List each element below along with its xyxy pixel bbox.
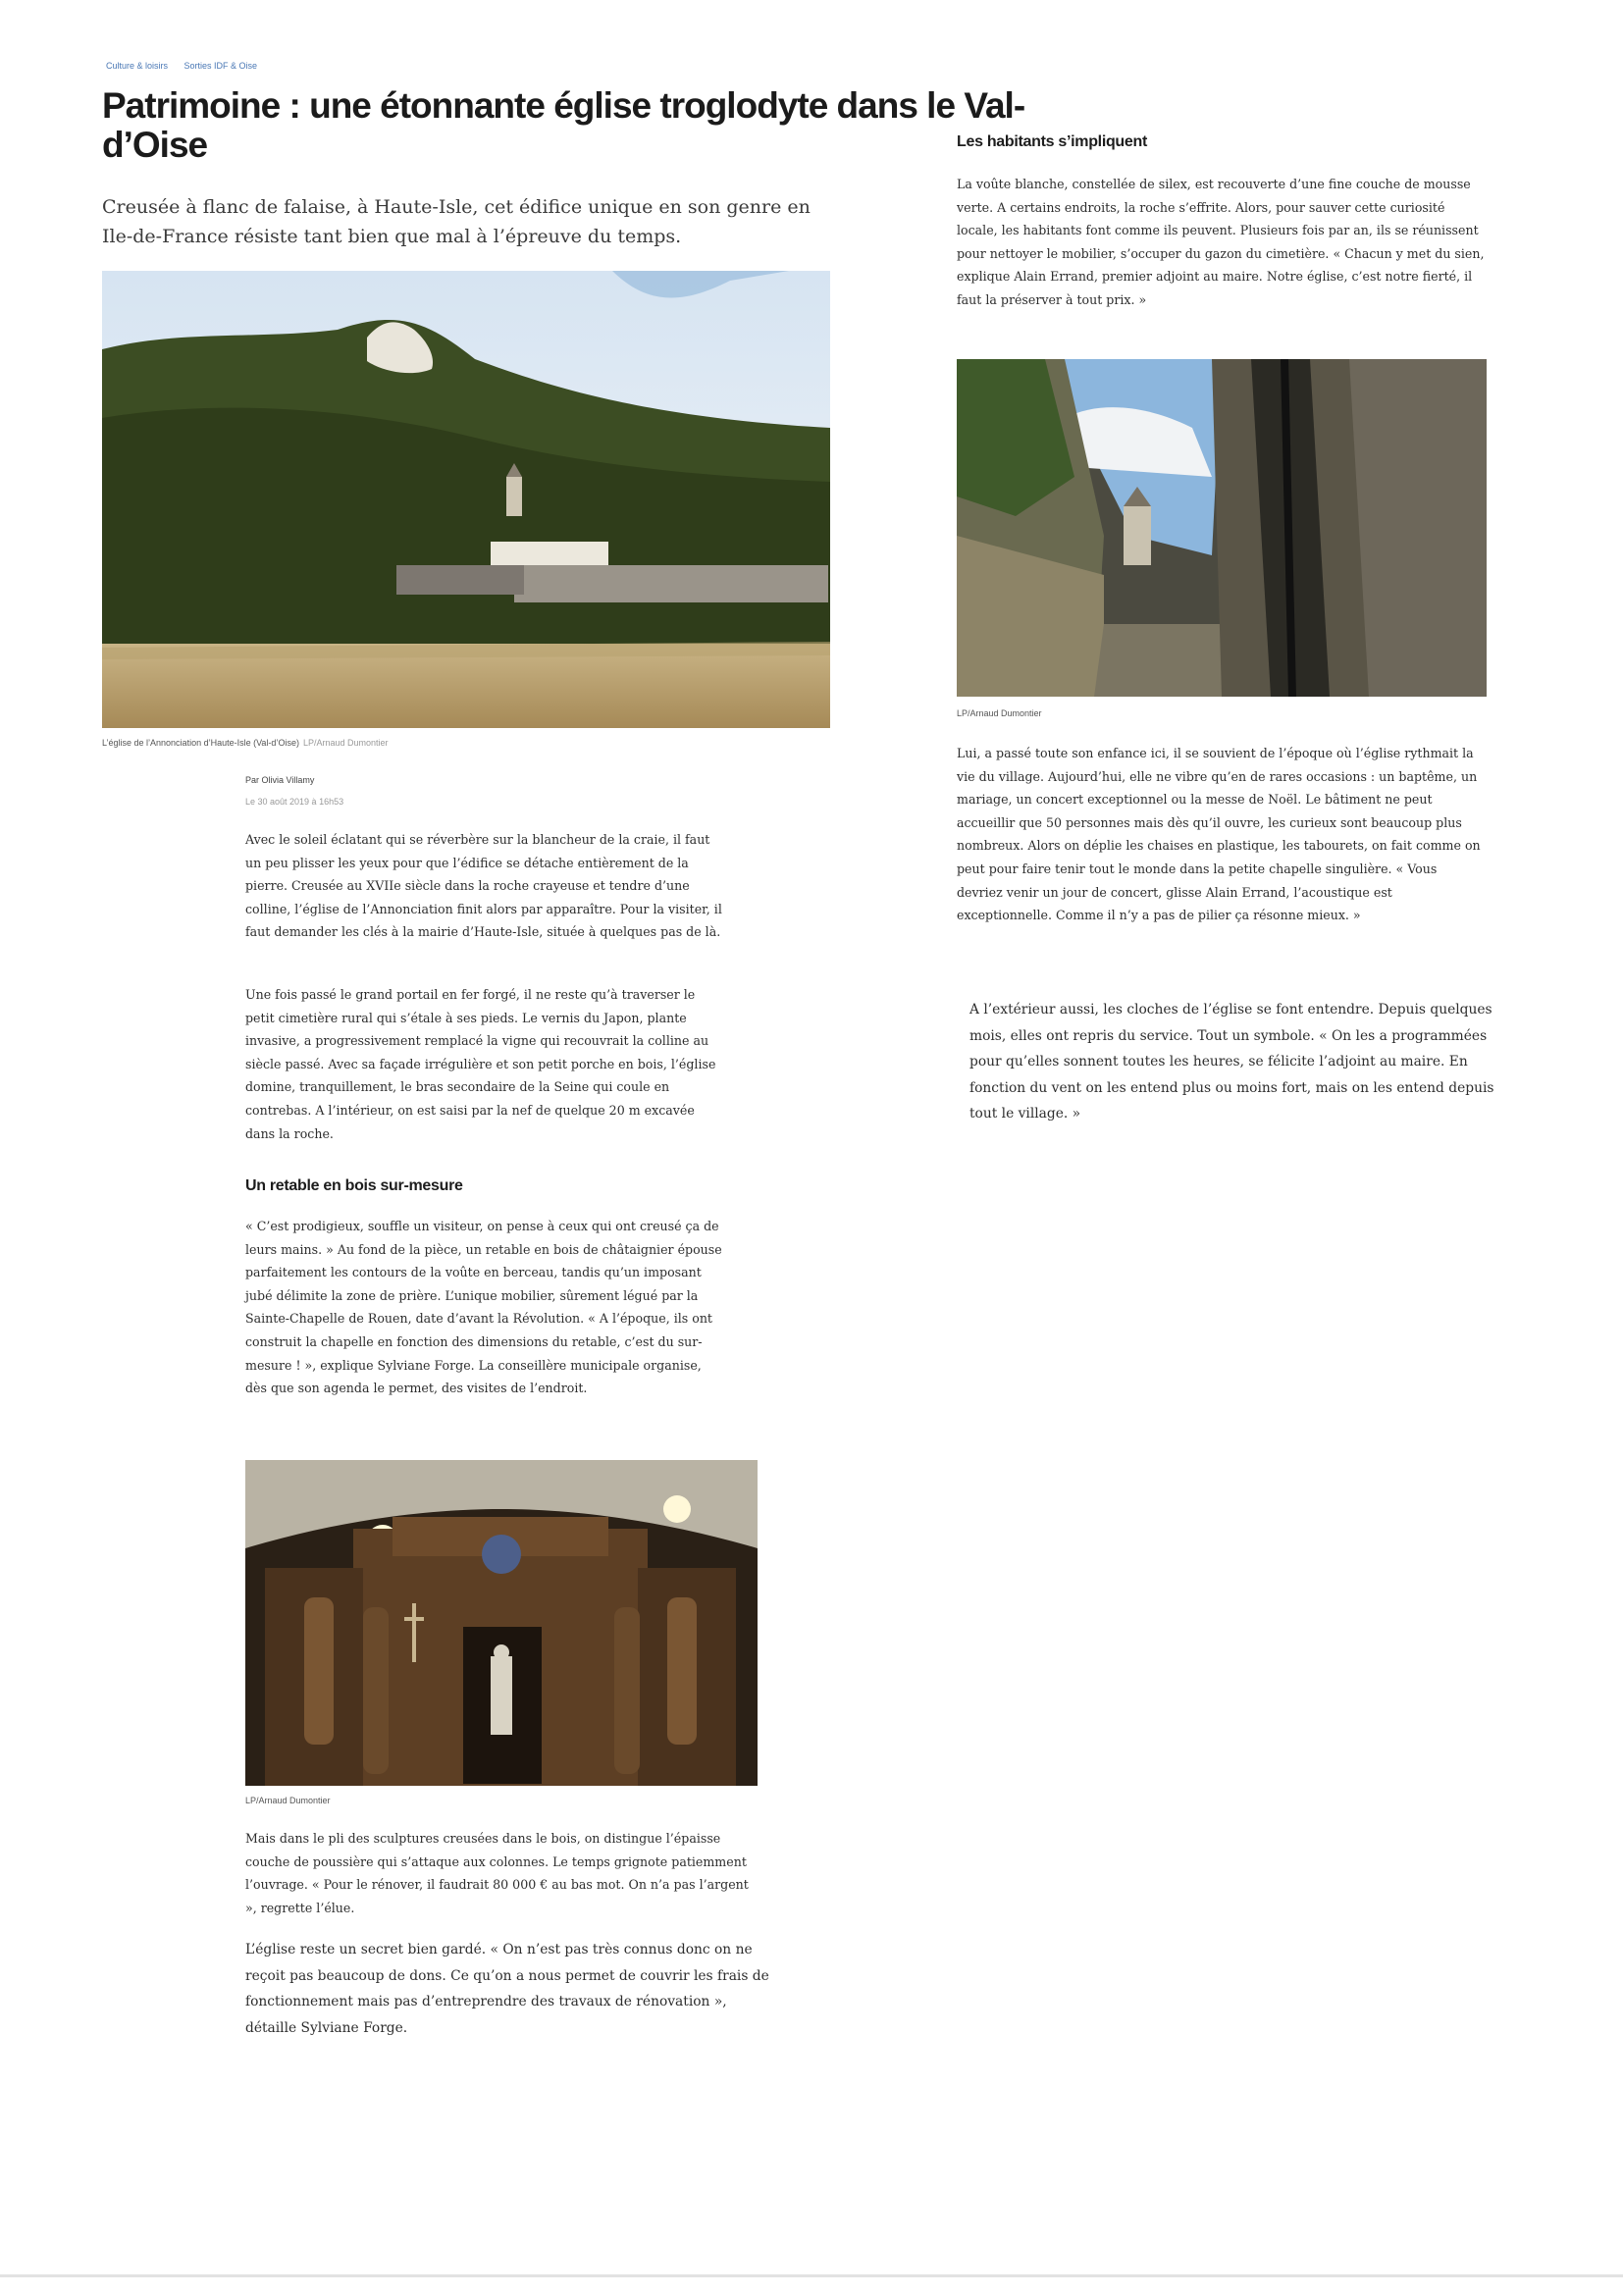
paragraph-habitants: La voûte blanche, constellée de silex, est recouverte d’une fine couche de mousse verte. A certains endroits, la roche s’effrite. Alors, pour sauver cette curiosité locale, les habitants font comme ils peuvent. Plusieurs fois par an, ils se réunissent pour nettoyer le mobilier, s’occuper du gazon du cimetière. « Chacun y met du sien, explique Alain Errand, premier adjoint au maire. Notre église, c’est notre fierté, il faut la préserver à tout prix. » — [957, 177, 1485, 307]
byline-author[interactable]: Par Olivia Villamy — [245, 775, 315, 785]
title-line-1: Patrimoine : une étonnante église troglodyte dans le Val- — [102, 85, 1025, 126]
section-heading-retable: Un retable en bois sur-mesure — [245, 1177, 463, 1194]
paragraph-intro-2: Une fois passé le grand portail en fer forgé, il ne reste qu’à traverser le petit cimetière rural qui s’étale à ses pieds. Le vernis du Japon, plante invasive, a progressivement remplacé la vigne qui recouvrait la colline au siècle passé. Avec sa façade irrégulière et son petit porche en bois, l’église domine, tranquillement, le bras secondaire de la Seine qui coule en contrebas. A l’intérieur, on est saisi par la nef de quelque 20 m excavée dans la roche. — [245, 987, 716, 1141]
title-line-2: d’Oise — [102, 125, 208, 165]
page-title — [102, 85, 1025, 165]
publish-date: Le 30 août 2019 à 16h53 — [245, 797, 344, 807]
breadcrumb-link-sorties[interactable]: Sorties IDF & Oise — [183, 61, 258, 71]
photo-stairs — [957, 359, 1487, 697]
paragraph-intro-1: Avec le soleil éclatant qui se réverbère sur la blancheur de la craie, il faut un peu plisser les yeux pour que l’édifice se détache entièrement de la pierre. Creusée au XVIIe siècle dans la roche crayeuse et tendre d’une colline, l’église de l’Annonciation finit alors par apparaître. Pour la visiter, il faut demander les clés à la mairie d’Haute-Isle, située à quelques pas de là. — [245, 832, 722, 940]
breadcrumb — [106, 61, 271, 71]
paragraph-secret: L’église reste un secret bien gardé. « On n’est pas très connus donc on ne reçoit pas beaucoup de dons. Ce qu’on a nous permet de couvrir les frais de fonctionnement mais pas d’entreprendre des travaux de rénovation », détaille Sylviane Forge. — [245, 1942, 769, 2036]
paragraph-sculptures: Mais dans le pli des sculptures creusées dans le bois, on distingue l’épaisse couche de poussière qui s’attaque aux colonnes. Le temps grignote patiemment l’ouvrage. « Pour le rénover, il faudrait 80 000 € au bas mot. On n’a pas l’argent », regrette l’élue. — [245, 1831, 749, 1915]
caption-text: L’église de l’Annonciation d’Haute-Isle (Val-d’Oise) — [102, 738, 299, 748]
paragraph-retable: « C’est prodigieux, souffle un visiteur, on pense à ceux qui ont creusé ça de leurs mains. » Au fond de la pièce, un retable en bois de châtaignier épouse parfaitement les contours de la voûte en berceau, tandis qu’un imposant jubé délimite la zone de prière. L’unique mobilier, sûrement légué par la Sainte-Chapelle de Rouen, date d’avant la Révolution. « A l’époque, ils ont construit la chapelle en fonction des dimensions du retable, c’est du sur-mesure ! », explique Sylviane Forge. La conseillère municipale organise, dès que son agenda le permet, des visites de l’endroit. — [245, 1219, 722, 1396]
photo-altarpiece — [245, 1460, 758, 1786]
photo-credit: LP/Arnaud Dumontier — [302, 738, 389, 748]
paragraph-cloches: A l’extérieur aussi, les cloches de l’église se font entendre. Depuis quelques mois, elles ont repris du service. Tout un symbole. « On les a programmées pour qu’elles sonnent toutes les heures, se félicite l’adjoint au maire. En fonction du vent on les entend plus ou moins fort, mais on les entend depuis tout le village. » — [969, 1002, 1494, 1122]
photo-credit-stairs: LP/Arnaud Dumontier — [957, 708, 1042, 718]
article-lede: Creusée à flanc de falaise, à Haute-Isle, cet édifice unique en son genre en Ile-de-France résiste tant bien que mal à l’épreuve du temps. — [102, 196, 811, 247]
breadcrumb-link-culture[interactable]: Culture & loisirs — [106, 61, 169, 71]
photo-caption — [102, 738, 389, 748]
paragraph-enfance: Lui, a passé toute son enfance ici, il se souvient de l’époque où l’église rythmait la vie du village. Aujourd’hui, elle ne vibre qu’en de rares occasions : un baptême, un mariage, un concert exceptionnel ou la messe de Noël. Le bâtiment ne peut accueillir que 50 personnes mais dès qu’il ouvre, les curieux sont beaucoup plus nombreux. Alors on déplie les chaises en plastique, les tabourets, on fait comme on peut pour faire tenir tout le monde dans la petite chapelle singulière. « Vous devriez venir un jour de concert, glisse Alain Errand, l’acoustique est exceptionnelle. Comme il n’y a pas de pilier ça résonne mieux. » — [957, 746, 1481, 923]
section-heading-habitants: Les habitants s’impliquent — [957, 133, 1148, 150]
photo-church-hillside — [102, 271, 830, 728]
page-divider — [0, 2274, 1623, 2277]
photo-credit-altarpiece: LP/Arnaud Dumontier — [245, 1796, 331, 1805]
